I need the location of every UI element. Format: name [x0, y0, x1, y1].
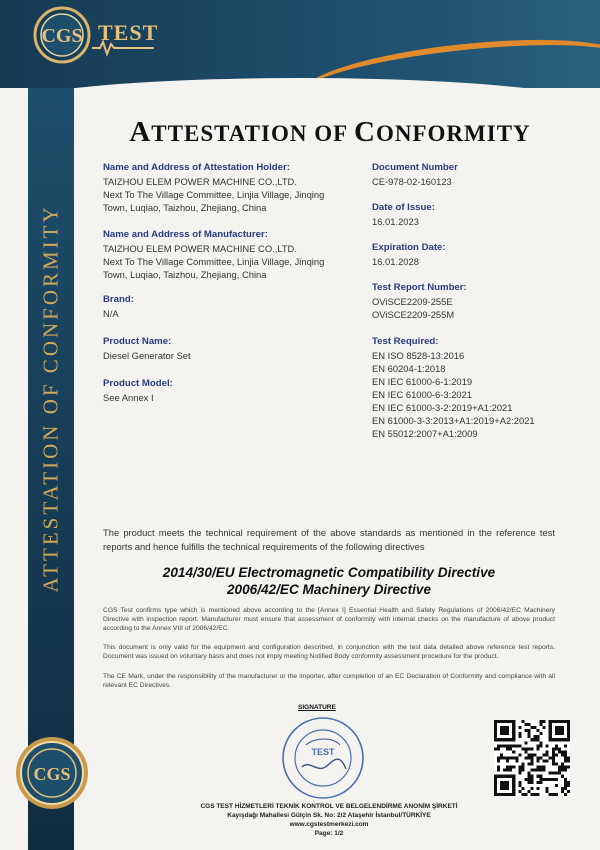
list-item: EN 61000-3-3:2013+A1:2019+A2:2021	[372, 415, 535, 426]
svg-text:TEST: TEST	[311, 747, 335, 757]
expiration-date-label: Expiration Date:	[372, 242, 446, 253]
product-model-value: See Annex I	[103, 392, 154, 403]
test-report-label: Test Report Number:	[372, 282, 467, 293]
list-item: EN IEC 61000-3-2:2019+A1:2021	[372, 402, 513, 413]
list-item: EN IEC 61000-6-1:2019	[372, 376, 473, 387]
expiration-date-value: 16.01.2028	[372, 256, 419, 267]
date-of-issue-label: Date of Issue:	[372, 202, 435, 213]
fine-print-3: The CE Mark, under the responsibility of the manufacturer or the importer, after completion of an EC Declaration of Conformity and compliance with all relevant EC Directives.	[103, 673, 555, 690]
list-item: EN IEC 61000-6-3:2021	[372, 389, 473, 400]
logo-text: TEST	[98, 20, 159, 45]
manufacturer-address: TAIZHOU ELEM POWER MACHINE CO.,LTD. Next To The Village Committee, Linjia Village, Jinqing Town, Luqiao, Taizhou, Zhejiang, China	[103, 243, 325, 280]
list-item: EN 55012:2007+A1:2009	[372, 428, 478, 439]
document-number-label: Document Number	[372, 162, 458, 173]
test-report-values: OViSCE2209-255E OViSCE2209-255M	[372, 296, 455, 320]
svg-text:CGS: CGS	[41, 25, 83, 47]
product-model-label: Product Model:	[103, 378, 173, 389]
sidebar-vertical-text: ATTESTATION OF CONFORMITY	[38, 203, 63, 593]
fine-print-2: This document is only valid for the equipment and configuration described, in conjunction with the test data detailed above reference test reports. Document was issued on voluntary basis and does not imply meeting Notified Body conformity assessment procedure for the product.	[103, 644, 555, 661]
directive-machinery: 2006/42/EC Machinery Directive	[226, 582, 432, 597]
qr-code	[494, 720, 570, 796]
product-name-value: Diesel Generator Set	[103, 350, 191, 361]
footer-address: Kayışdağı Mahallesi Gülçin Sk. No: 2/2 Ataşehir İstanbul/TÜRKİYE	[227, 812, 431, 819]
page-title: ATTESTATION OF CONFORMITY	[129, 116, 531, 148]
test-required-list	[372, 349, 535, 440]
test-required-label: Test Required:	[372, 336, 439, 347]
footer-page: Page: 1/2	[314, 830, 344, 837]
svg-text:CGS: CGS	[33, 764, 71, 784]
cgs-seal-icon	[14, 735, 90, 811]
directive-emc: 2014/30/EU Electromagnetic Compatibility Directive	[162, 565, 496, 580]
holder-address: TAIZHOU ELEM POWER MACHINE CO.,LTD. Next To The Village Committee, Linjia Village, Jinqing Town, Luqiao, Taizhou, Zhejiang, China	[103, 176, 325, 213]
date-of-issue-value: 16.01.2023	[372, 216, 419, 227]
list-item: EN 60204-1:2018	[372, 363, 446, 374]
signature-label: SIGNATURE	[298, 704, 336, 711]
footer-company: CGS TEST HİZMETLERİ TEKNİK KONTROL VE BELGELENDİRME ANONİM ŞİRKETİ	[200, 803, 458, 810]
conformity-statement: The product meets the technical requirement of the above standards as mentioned in the reference test reports and hence fulfills the technical requirements of the following directives	[103, 527, 555, 552]
holder-label: Name and Address of Attestation Holder:	[103, 162, 290, 173]
product-name-label: Product Name:	[103, 336, 172, 347]
brand-label: Brand:	[103, 294, 134, 305]
list-item: EN ISO 8528-13:2016	[372, 350, 465, 361]
brand-value: N/A	[103, 308, 119, 319]
document-number-value: CE-978-02-160123	[372, 176, 452, 187]
company-stamp	[280, 715, 366, 801]
fine-print-1: CGS Test confirms type which is mentioned above according to the [Annex I] Essential Health and Safety Regulations of 2006/42/EC Machinery Directive with inspection report. Manufacturer must ensure that assessment of conformity with internal checks on the manufacture of above product according to the Annex VIII of 2006/42/EC.	[103, 607, 555, 633]
footer-website: www.cgstestmerkezi.com	[289, 821, 369, 828]
manufacturer-label: Name and Address of Manufacturer:	[103, 229, 268, 240]
